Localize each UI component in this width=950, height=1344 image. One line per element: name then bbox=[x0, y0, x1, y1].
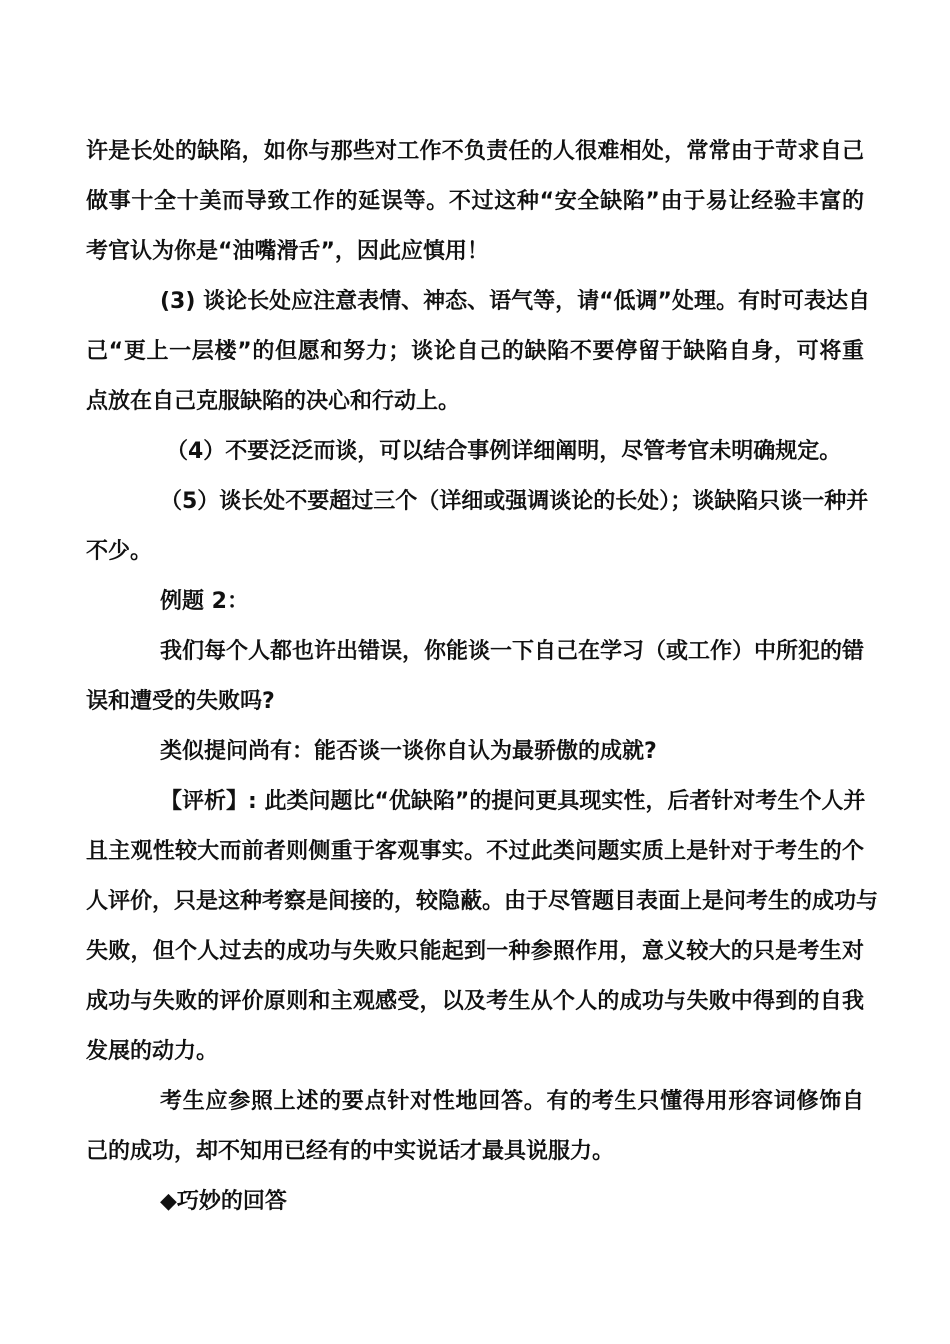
example-heading: 例题 2： bbox=[160, 589, 249, 614]
paragraph-line: 失败，但个人过去的成功与失败只能起到一种参照作用，意义较大的只是考生对 bbox=[86, 939, 864, 964]
paragraph-line: 己“更上一层楼”的但愿和努力；谈论自己的缺陷不要停留于缺陷自身，可将重 bbox=[86, 339, 864, 364]
paragraph-line: 许是长处的缺陷，如你与那些对工作不负责任的人很难相处，常常由于苛求自己 bbox=[86, 139, 864, 164]
paragraph-line: 人评价，只是这种考察是间接的，较隐蔽。由于尽管题目表面上是问考生的成功与 bbox=[86, 889, 879, 914]
paragraph-line: （4）不要泛泛而谈，可以结合事例详细阐明，尽管考官未明确规定。 bbox=[166, 439, 842, 464]
paragraph-line: 误和遭受的失败吗? bbox=[86, 689, 275, 714]
paragraph-line: 不少。 bbox=[86, 539, 153, 564]
section-heading: ◆巧妙的回答 bbox=[160, 1189, 287, 1214]
paragraph-line: 我们每个人都也许出错误，你能谈一下自己在学习（或工作）中所犯的错 bbox=[160, 639, 865, 664]
paragraph-line: 【评析】: 此类问题比“优缺陷”的提问更具现实性，后者针对考生个人并 bbox=[160, 789, 866, 814]
paragraph-line: (3) 谈论长处应注意表情、神态、语气等，请“低调”处理。有时可表达自 bbox=[160, 289, 870, 314]
paragraph-line: 做事十全十美而导致工作的延误等。不过这种“安全缺陷”由于易让经验丰富的 bbox=[86, 189, 864, 214]
paragraph-line: 成功与失败的评价原则和主观感受，以及考生从个人的成功与失败中得到的自我 bbox=[86, 989, 864, 1014]
paragraph-line: 类似提问尚有：能否谈一谈你自认为最骄傲的成就? bbox=[160, 739, 657, 764]
paragraph-line: 点放在自己克服缺陷的决心和行动上。 bbox=[86, 389, 461, 414]
paragraph-line: 且主观性较大而前者则侧重于客观事实。不过此类问题实质上是针对于考生的个 bbox=[86, 839, 864, 864]
paragraph-line: 考官认为你是“油嘴滑舌”，因此应慎用！ bbox=[86, 239, 489, 264]
paragraph-line: （5）谈长处不要超过三个（详细或强调谈论的长处）；谈缺陷只谈一种并 bbox=[160, 489, 869, 514]
paragraph-line: 考生应参照上述的要点针对性地回答。有的考生只懂得用形容词修饰自 bbox=[160, 1089, 864, 1114]
paragraph-line: 己的成功，却不知用已经有的中实说话才最具说服力。 bbox=[86, 1139, 615, 1164]
paragraph-line: 发展的动力。 bbox=[86, 1039, 219, 1064]
